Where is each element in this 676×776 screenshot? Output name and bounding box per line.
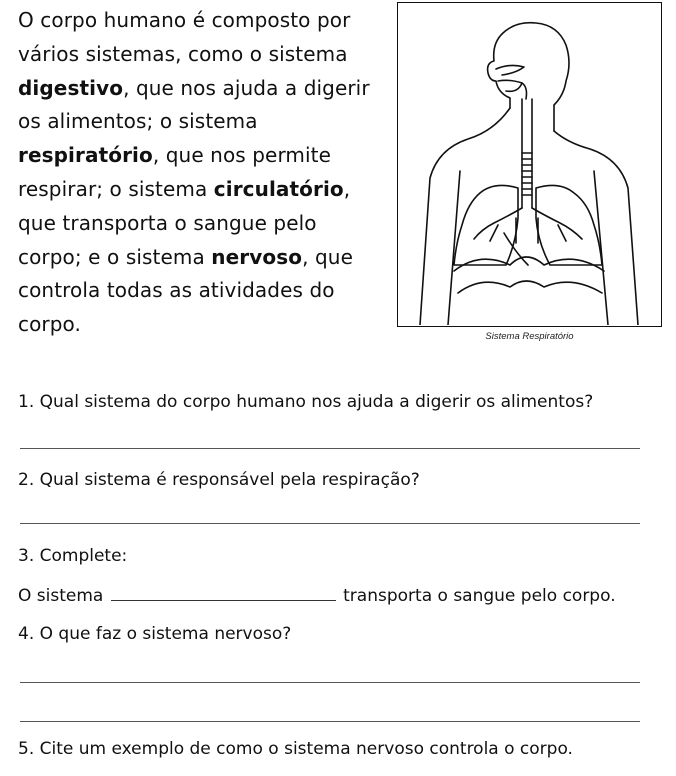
question-4: 4. O que faz o sistema nervoso? [18,624,292,644]
respiratory-diagram [398,3,660,325]
question-3: 3. Complete: [18,546,128,566]
intro-text: , que transporta o sangue pelo corpo; e o sistema [18,176,351,269]
respiratory-system-illustration [397,2,662,327]
answer-line-4a[interactable] [20,682,640,683]
sentence-end: transporta o sangue pelo corpo. [337,586,616,606]
keyword-nervoso: nervoso [211,244,303,269]
keyword-respiratorio: respiratório [18,143,153,168]
fill-in-blank[interactable] [111,586,336,601]
answer-line-4b[interactable] [20,721,640,722]
keyword-digestivo: digestivo [18,75,124,100]
intro-text: , que nos ajuda a digerir os alimentos; o sistema [18,75,370,134]
question-5: 5. Cite um exemplo de como o sistema nervoso controla o corpo. [18,739,573,759]
intro-text: , que nos permite respirar; o sistema [18,143,332,201]
question-1: 1. Qual sistema do corpo humano nos ajuda a digerir os alimentos? [18,392,594,412]
figure-caption: Sistema Respiratório [485,331,574,342]
question-3-sentence [18,586,616,606]
keyword-circulatorio: circulatório [213,176,344,201]
intro-text: O corpo humano é composto por vários sistemas, como o sistema [18,8,351,66]
intro-paragraph [18,4,373,342]
intro-text: , que controla todas as atividades do corpo. [18,244,353,337]
sentence-start: O sistema [18,586,109,606]
question-2: 2. Qual sistema é responsável pela respiração? [18,470,420,490]
answer-line-2[interactable] [20,523,640,524]
answer-line-1[interactable] [20,448,640,449]
